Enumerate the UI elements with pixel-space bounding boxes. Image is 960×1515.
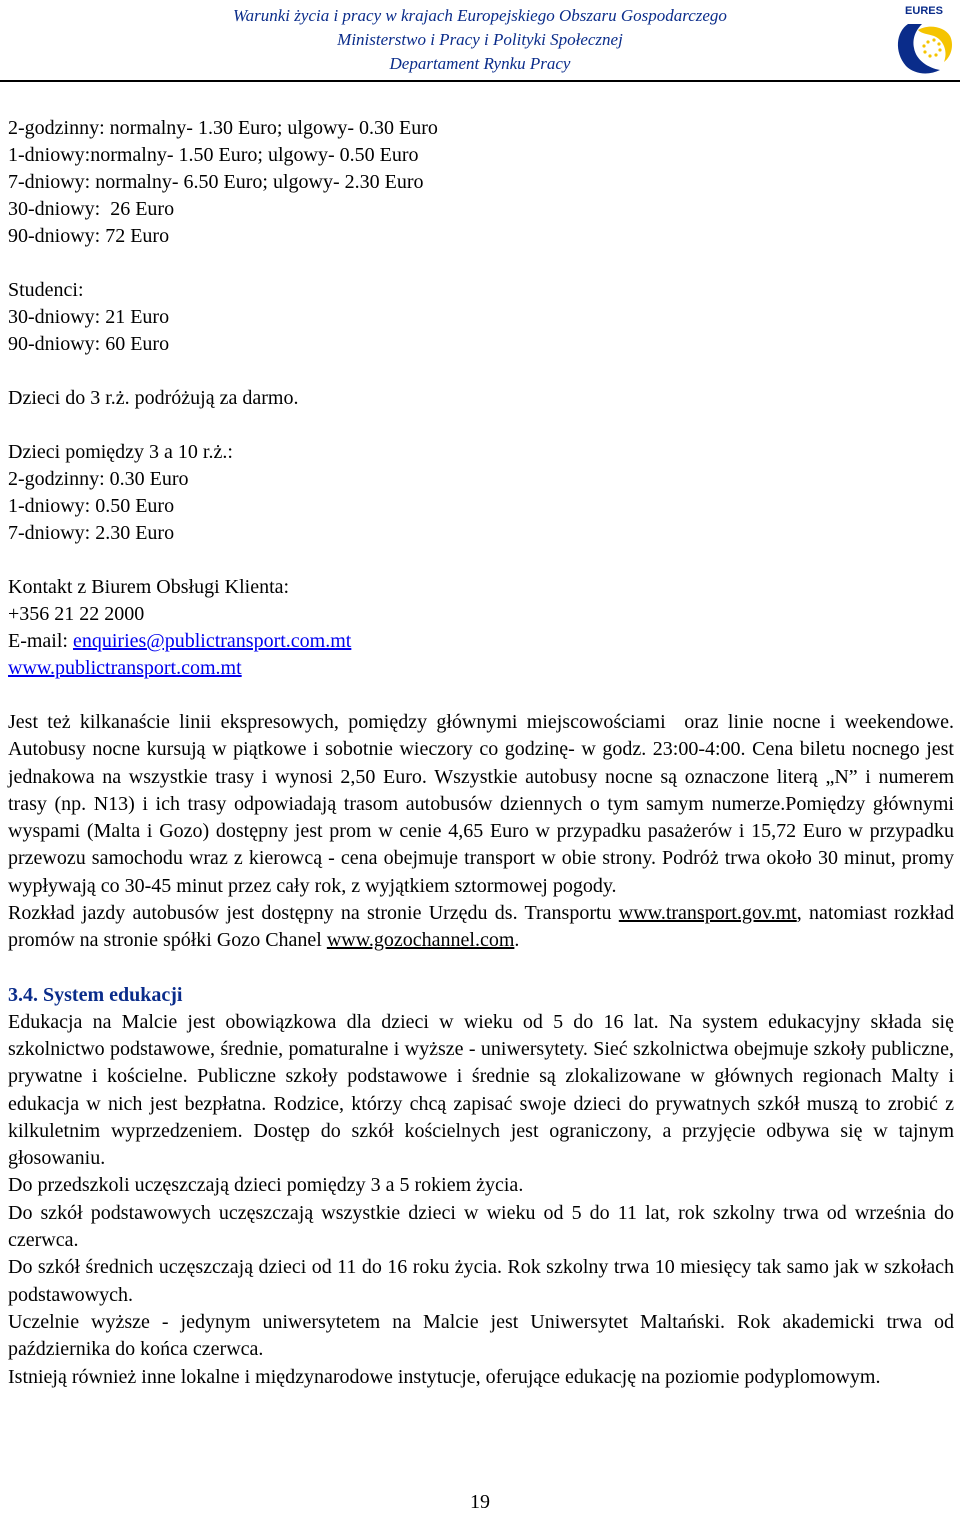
transport-p2-text-c: .	[514, 929, 520, 952]
children-7d: 7-dniowy: 2.30 Euro	[8, 522, 175, 544]
website-link[interactable]: www.publictransport.com.mt	[8, 657, 242, 679]
students-title: Studenci:	[8, 279, 84, 301]
students-90d: 90-dniowy: 60 Euro	[8, 333, 170, 355]
logo-stars	[922, 38, 941, 57]
ticket-1d: 1-dniowy:normalny- 1.50 Euro; ulgowy- 0.50 Euro	[8, 144, 419, 166]
children-2h: 2-godzinny: 0.30 Euro	[8, 468, 189, 490]
contact-title: Kontakt z Biurem Obsługi Klienta:	[8, 576, 290, 598]
ticket-2h: 2-godzinny: normalny- 1.30 Euro; ulgowy- 0.30 Euro	[8, 117, 438, 139]
header-line-1: Warunki życia i pracy w krajach Europejskiego Obszaru Gospodarczego	[233, 6, 727, 25]
ticket-90d: 90-dniowy: 72 Euro	[8, 225, 170, 247]
contact-email-line	[8, 628, 954, 655]
ticket-7d: 7-dniowy: normalny- 6.50 Euro; ulgowy- 2.30 Euro	[8, 171, 424, 193]
section-title-education: 3.4. System edukacji	[8, 983, 183, 1006]
education-paragraph-2: Do przedszkoli uczęszczają dzieci pomiędzy 3 a 5 rokiem życia.	[8, 1174, 524, 1197]
page-header	[0, 0, 960, 80]
header-line-2: Ministerstwo i Pracy i Polityki Społecznej	[337, 30, 623, 49]
transport-paragraph-1: Jest też kilkanaście linii ekspresowych, pomiędzy głównymi miejscowościami oraz linie nocne i weekendowe. Autobusy nocne kursują w piątkowe i sobotnie wieczory co godzinę- w godz. 23:00-4:00. Cena biletu nocnego jest jednakowa na wszystkie trasy i wynosi 2,50 Euro. Wszystkie autobusy nocne są oznaczone literą „N” i numerem trasy (np. N13) i ich trasy odpowiadają trasom autobusów dziennych o tym samym numerze.Pomiędzy głównymi wyspami (Malta i Gozo) dostępny jest prom w cenie 4,65 Euro w przypadku pasażerów i 15,72 Euro w przypadku przewozu samochodu wraz z kierowcą - cena obejmuje transport w obie strony. Podróż trwa około 30 minut, promy wypływają co 30-45 minut przez cały rok, z wyjątkiem sztormowej pogody.	[8, 711, 959, 897]
gozochannel-link[interactable]: www.gozochannel.com	[326, 929, 515, 952]
children-free: Dzieci do 3 r.ż. podróżują za darmo.	[8, 387, 299, 409]
header-line-3: Departament Rynku Pracy	[389, 54, 571, 73]
eures-logo	[888, 2, 960, 78]
page-content	[8, 115, 959, 1391]
education-paragraph-6: Istnieją również inne lokalne i międzynarodowe instytucje, oferujące edukację na poziomie podyplomowym.	[8, 1365, 881, 1388]
students-30d: 30-dniowy: 21 Euro	[8, 306, 170, 328]
education-paragraph-1: Edukacja na Malcie jest obowiązkowa dla dzieci w wieku od 5 do 16 lat. Na system edukacyjny składa się szkolnictwo podstawowe, średnie, pomaturalne i wyższe - uniwersytety. Sieć szkolnictwa obejmuje szkoły publiczne, prywatne i kościelne. Publiczne szkoły podstawowe i średnie są zlokalizowane w głównych regionach Malty i edukacja w nich jest bezpłatna. Rodzice, którzy chcą zapisać swoje dzieci do prywatnych szkół muszą to zrobić z kilkuletnim wyprzedzeniem. Dostęp do szkół kościelnych jest ograniczony, a przyjęcie odbywa się w tajnym głosowaniu.	[8, 1010, 954, 1170]
education-paragraph-4: Do szkół średnich uczęszczają dzieci od 11 do 16 roku życia. Rok szkolny trwa 10 miesięcy tak samo jak w szkołach podstawowych.	[8, 1256, 954, 1306]
transport-p2-text-a: Rozkład jazdy autobusów jest dostępny na stronie Urzędu ds. Transportu	[8, 902, 619, 925]
contact-website-line	[8, 655, 954, 682]
transport-p2-text-b: , natomiast rozkład promów na stronie spółki Gozo Chanel	[8, 902, 954, 952]
header-text	[150, 4, 810, 76]
children-title: Dzieci pomiędzy 3 a 10 r.ż.:	[8, 441, 233, 463]
education-paragraph-5: Uczelnie wyższe - jedynym uniwersytetem na Malcie jest Uniwersytet Maltański. Rok akademicki trwa od października do końca czerwca.	[8, 1310, 954, 1361]
ticket-30d: 30-dniowy: 26 Euro	[8, 198, 175, 220]
page-number: 19	[470, 1491, 490, 1513]
education-paragraph-3: Do szkół podstawowych uczęszczają wszystkie dzieci w wieku od 5 do 11 lat, rok szkolny trwa od września do czerwca.	[8, 1201, 954, 1252]
contact-phone: +356 21 22 2000	[8, 603, 145, 625]
logo-shape-yellow	[918, 27, 952, 62]
header-divider	[0, 80, 960, 82]
transport-paragraph-2	[8, 900, 954, 955]
transport-gov-link[interactable]: www.transport.gov.mt	[618, 902, 797, 925]
children-1d: 1-dniowy: 0.50 Euro	[8, 495, 175, 517]
eures-logo-text: EURES	[905, 5, 943, 17]
email-label: E-mail:	[8, 630, 73, 652]
email-link[interactable]: enquiries@publictransport.com.mt	[72, 630, 352, 652]
